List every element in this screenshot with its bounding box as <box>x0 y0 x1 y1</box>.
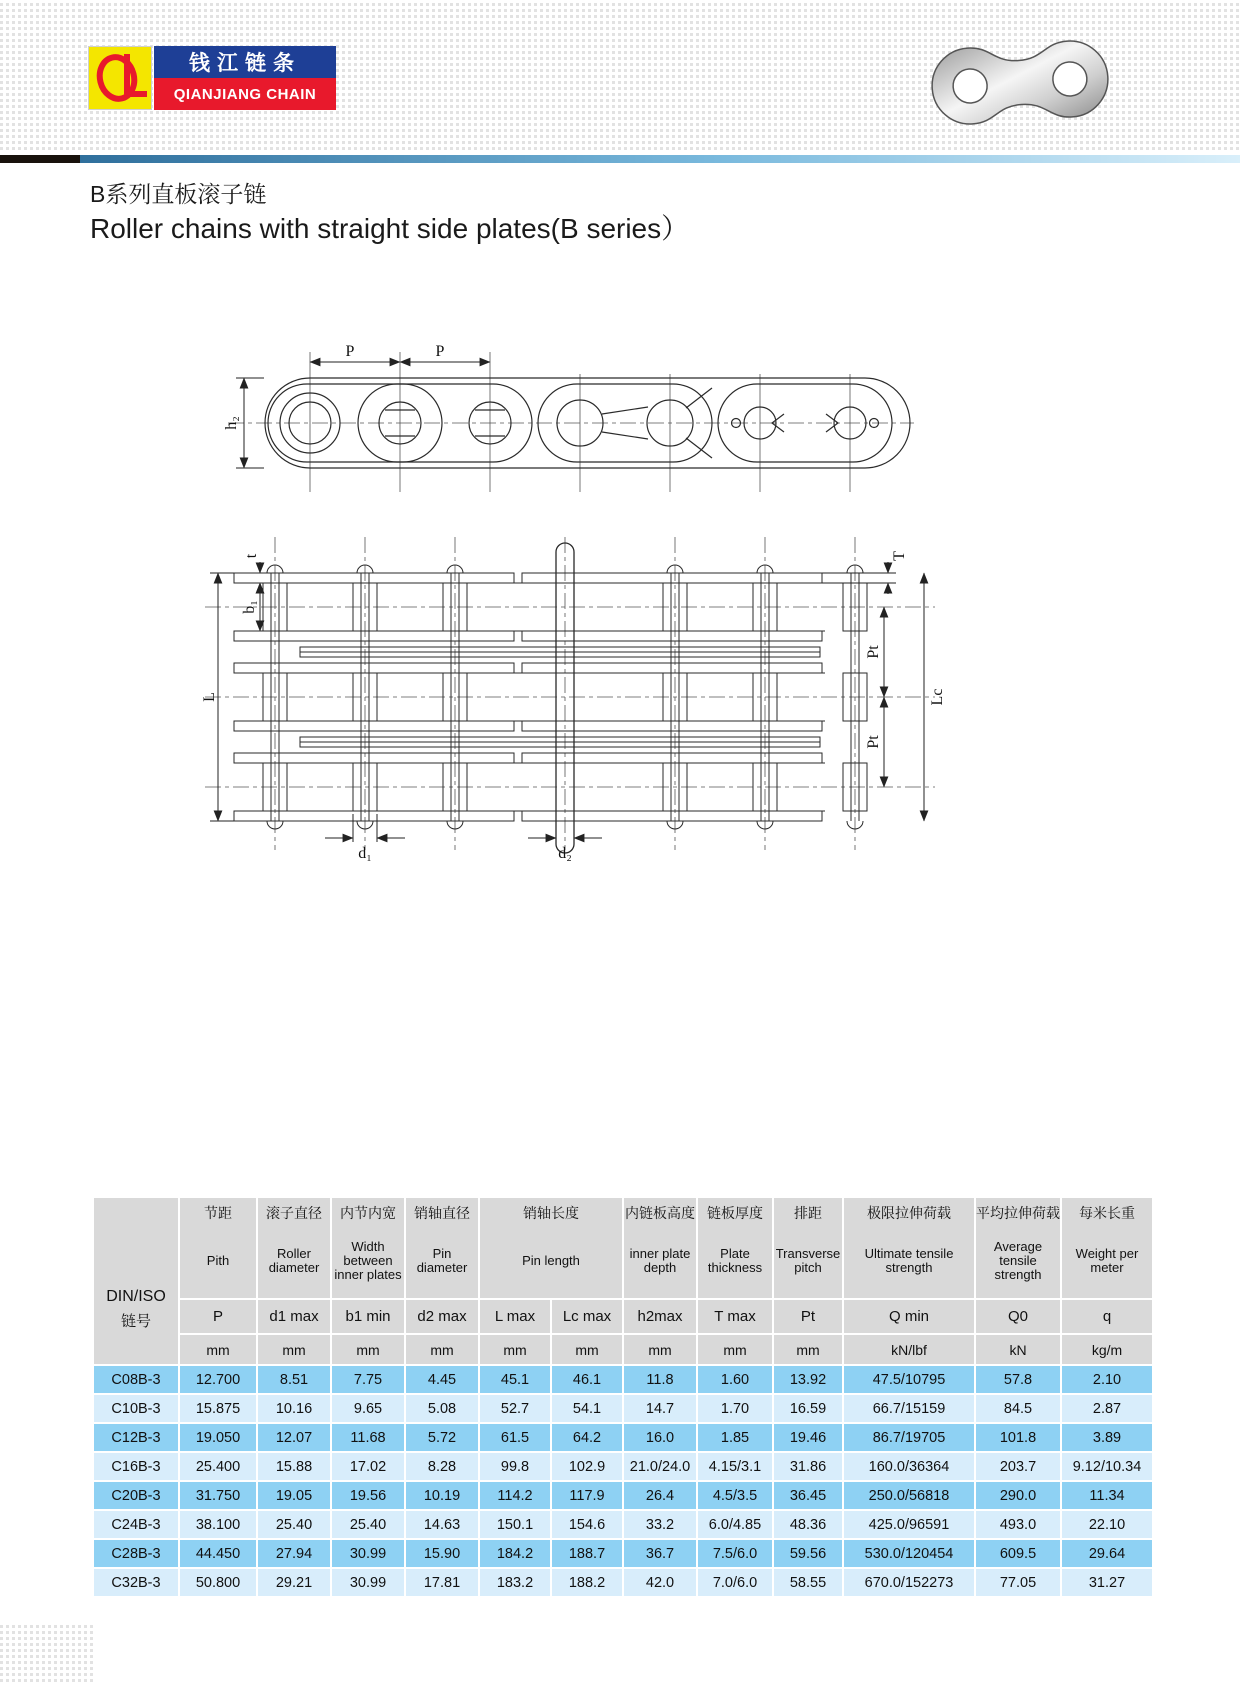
table-symbol-row: P d1 max b1 min d2 max L max Lc max h2max T max Pt Q min Q0 q <box>94 1300 1152 1333</box>
table-unit-row: mm mm mm mm mm mm mm mm mm kN/lbf kN kg/m <box>94 1335 1152 1364</box>
dim-label-pt2: Pt <box>865 735 882 749</box>
dim-label-pt1: Pt <box>865 645 882 659</box>
col-header-ultimate-strength: 极限拉伸荷载 Ultimate tensile strength <box>844 1198 974 1298</box>
ql-monogram-icon <box>88 46 152 110</box>
table-row: C28B-3 44.450 27.94 30.99 15.90 184.2 188.7 36.7 7.5/6.0 59.56 530.0/120454 609.5 29.64 <box>94 1540 1152 1567</box>
brand-name-cn: 钱江链条 <box>154 46 336 78</box>
table-row: C10B-3 15.875 10.16 9.65 5.08 52.7 54.1 14.7 1.70 16.59 66.7/15159 84.5 2.87 <box>94 1395 1152 1422</box>
col-header-pin-diameter: 销轴直径 Pin diameter <box>406 1198 478 1298</box>
col-header-weight: 每米长重 Weight per meter <box>1062 1198 1152 1298</box>
col-header-plate-thickness: 链板厚度 Plate thickness <box>698 1198 772 1298</box>
dim-label-d2: d₂ <box>558 845 572 862</box>
dim-label-d1: d₁ <box>358 845 372 862</box>
footer-dot-block <box>0 1622 95 1683</box>
table-row: C12B-3 19.050 12.07 11.68 5.72 61.5 64.2 16.0 1.85 19.46 86.7/19705 101.8 3.89 <box>94 1424 1152 1451</box>
col-header-roller-diameter: 滚子直径 Roller diameter <box>258 1198 330 1298</box>
spec-table <box>92 1196 1154 1598</box>
table-row: C32B-3 50.800 29.21 30.99 17.81 183.2 188.2 42.0 7.0/6.0 58.55 670.0/152273 77.05 31.27 <box>94 1569 1152 1596</box>
page-title-en: Roller chains with straight side plates(B series） <box>90 213 690 244</box>
chain-plan-view-diagram <box>180 512 960 862</box>
row-label-line2: 链号 <box>120 1312 151 1330</box>
col-header-pitch: 节距 Pith <box>180 1198 256 1298</box>
dim-label-h2: h₂ <box>223 416 240 430</box>
table-row: C20B-3 31.750 19.05 19.56 10.19 114.2 117.9 26.4 4.5/3.5 36.45 250.0/56818 290.0 11.34 <box>94 1482 1152 1509</box>
header-divider-gradient <box>80 155 1240 163</box>
logo-text-block <box>154 46 336 110</box>
dim-label-p1: P <box>345 343 355 360</box>
chain-model: C12B-3 <box>94 1424 178 1451</box>
dim-label-T: T <box>891 551 908 561</box>
page-title-cn: B系列直板滚子链 <box>90 181 267 207</box>
table-group-header-row <box>94 1198 1152 1298</box>
dim-label-b1: b₁ <box>241 600 258 614</box>
dim-label-p2: P <box>435 343 445 360</box>
dim-label-t: t <box>243 553 260 559</box>
col-header-plate-depth: 内链板高度 inner plate depth <box>624 1198 696 1298</box>
row-label-header <box>94 1198 178 1364</box>
row-label-line1: DIN/ISO <box>106 1287 166 1305</box>
qianjiang-logo <box>88 46 336 110</box>
col-header-pin-length: 销轴长度 Pin length <box>480 1198 622 1298</box>
col-header-transverse-pitch: 排距 Transverse pitch <box>774 1198 842 1298</box>
brand-name-en: QIANJIANG CHAIN <box>154 78 336 110</box>
header-divider-black <box>0 155 80 163</box>
col-header-inner-width: 内节内宽 Width between inner plates <box>332 1198 404 1298</box>
chain-model: C24B-3 <box>94 1511 178 1538</box>
chain-side-view-diagram <box>200 318 920 498</box>
dim-label-L: L <box>201 692 218 702</box>
table-row: C16B-3 25.400 15.88 17.02 8.28 99.8 102.9 21.0/24.0 4.15/3.1 31.86 160.0/36364 203.7 9.12/10.34 <box>94 1453 1152 1480</box>
chain-model: C10B-3 <box>94 1395 178 1422</box>
chain-model: C20B-3 <box>94 1482 178 1509</box>
dim-label-lc: Lc <box>929 688 946 706</box>
table-row: C08B-3 12.700 8.51 7.75 4.45 45.1 46.1 11.8 1.60 13.92 47.5/10795 57.8 2.10 <box>94 1366 1152 1393</box>
chain-model: C16B-3 <box>94 1453 178 1480</box>
col-header-average-strength: 平均拉伸荷载 Average tensile strength <box>976 1198 1060 1298</box>
chain-plate-image <box>922 24 1119 142</box>
table-row: C24B-3 38.100 25.40 25.40 14.63 150.1 154.6 33.2 6.0/4.85 48.36 425.0/96591 493.0 22.10 <box>94 1511 1152 1538</box>
chain-model: C28B-3 <box>94 1540 178 1567</box>
chain-model: C08B-3 <box>94 1366 178 1393</box>
chain-model: C32B-3 <box>94 1569 178 1596</box>
